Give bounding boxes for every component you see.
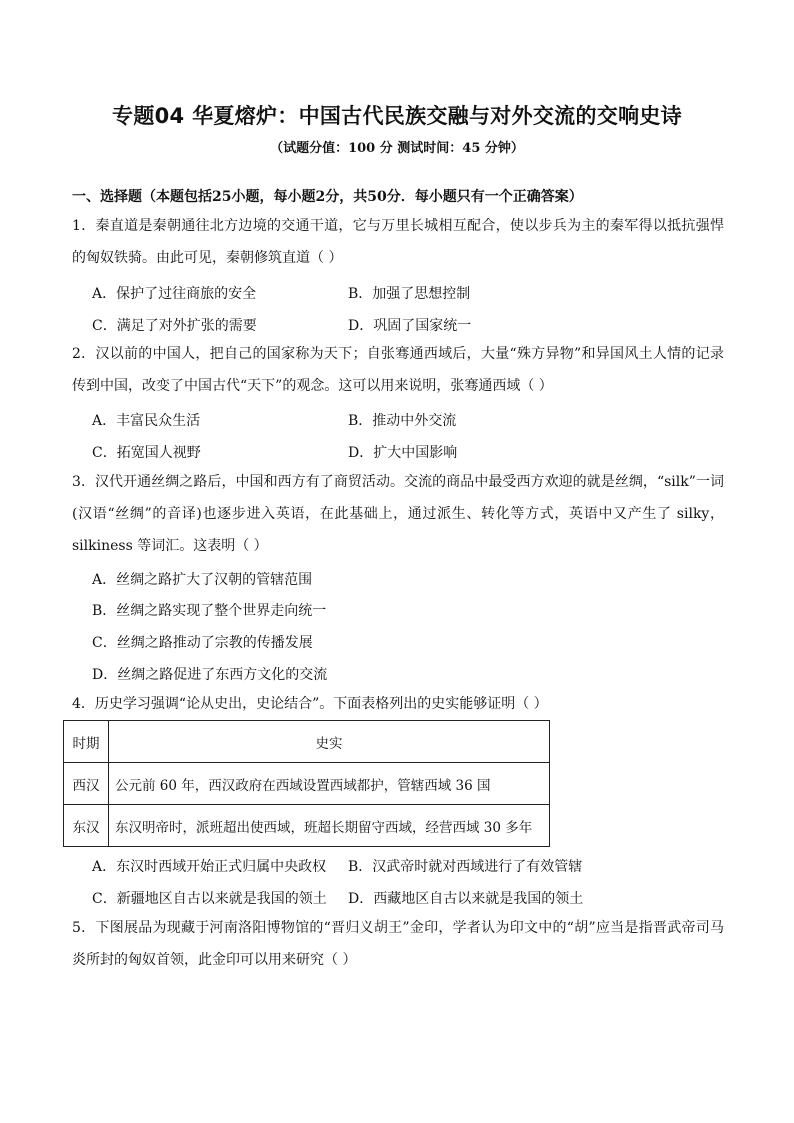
page-title: 专题04 华夏熔炉：中国古代民族交融与对外交流的交响史诗 — [112, 104, 682, 128]
table-cell-fact: 公元前 60 年，西汉政府在西域设置西域都护，管辖西域 36 国 — [109, 763, 550, 805]
q2-option-c: C．拓宽国人视野 — [92, 445, 201, 461]
exam-info: （试题分值：100 分 测试时间：45 分钟） — [270, 141, 524, 156]
table-header-facts: 史实 — [109, 721, 550, 763]
history-facts-table — [63, 720, 550, 847]
table-cell-period: 东汉 — [64, 805, 109, 847]
table-header-period: 时期 — [64, 721, 109, 763]
q4-option-b: B．汉武帝时就对西域进行了有效管辖 — [348, 859, 583, 875]
table-cell-fact: 东汉明帝时，派班超出使西域，班超长期留守西域，经营西域 30 多年 — [109, 805, 550, 847]
q1-option-a: A．保护了过往商旅的安全 — [92, 286, 257, 302]
q1-option-d: D．巩固了国家统一 — [348, 318, 472, 334]
question-4-stem: 4．历史学习强调“论从史出，史论结合”。下面表格列出的史实能够证明（ ） — [72, 696, 548, 712]
question-5-stem: 5．下图展品为现藏于河南洛阳博物馆的“晋归义胡王”金印，学者认为印文中的“胡”应当是指晋武帝司马炎所封的匈奴首领，此金印可以用来研究（ ） — [72, 920, 724, 968]
q2-option-d: D．扩大中国影响 — [348, 445, 458, 461]
table-row — [64, 805, 550, 847]
q3-option-a: A．丝绸之路扩大了汉朝的管辖范围 — [92, 572, 313, 588]
q4-option-a: A．东汉时西域开始正式归属中央政权 — [92, 859, 327, 875]
q3-option-b: B．丝绸之路实现了整个世界走向统一 — [92, 603, 327, 619]
q1-option-c: C．满足了对外扩张的需要 — [92, 318, 257, 334]
table-row — [64, 763, 550, 805]
table-cell-period: 西汉 — [64, 763, 109, 805]
q1-option-b: B．加强了思想控制 — [348, 286, 471, 302]
question-3-stem: 3．汉代开通丝绸之路后，中国和西方有了商贸活动。交流的商品中最受西方欢迎的就是丝绸，“silk”一词(汉语“丝绸”的音译)也逐步进入英语，在此基础上，通过派生、转化等方式，英语中又产生了 silky，silkiness 等词汇。这表明（ ） — [72, 474, 724, 554]
q2-option-a: A．丰富民众生活 — [92, 413, 201, 429]
section-heading: 一、选择题（本题包括25小题，每小题2分，共50分．每小题只有一个正确答案） — [72, 189, 583, 205]
question-2-stem: 2．汉以前的中国人，把自己的国家称为天下；自张骞通西域后，大量“殊方异物”和异国风土人情的记录传到中国，改变了中国古代“天下”的观念。这可以用来说明，张骞通西域（ ） — [72, 346, 724, 394]
q2-option-b: B．推动中外交流 — [348, 413, 457, 429]
table-header-row — [64, 721, 550, 763]
q4-option-d: D．西藏地区自古以来就是我国的领土 — [348, 891, 584, 907]
q3-option-c: C．丝绸之路推动了宗教的传播发展 — [92, 635, 313, 651]
question-1-stem: 1．秦直道是秦朝通往北方边境的交通干道，它与万里长城相互配合，使以步兵为主的秦军得以抵抗强悍的匈奴铁骑。由此可见，秦朝修筑直道（ ） — [72, 218, 724, 266]
q3-option-d: D．丝绸之路促进了东西方文化的交流 — [92, 667, 328, 683]
q4-option-c: C．新疆地区自古以来就是我国的领土 — [92, 891, 327, 907]
